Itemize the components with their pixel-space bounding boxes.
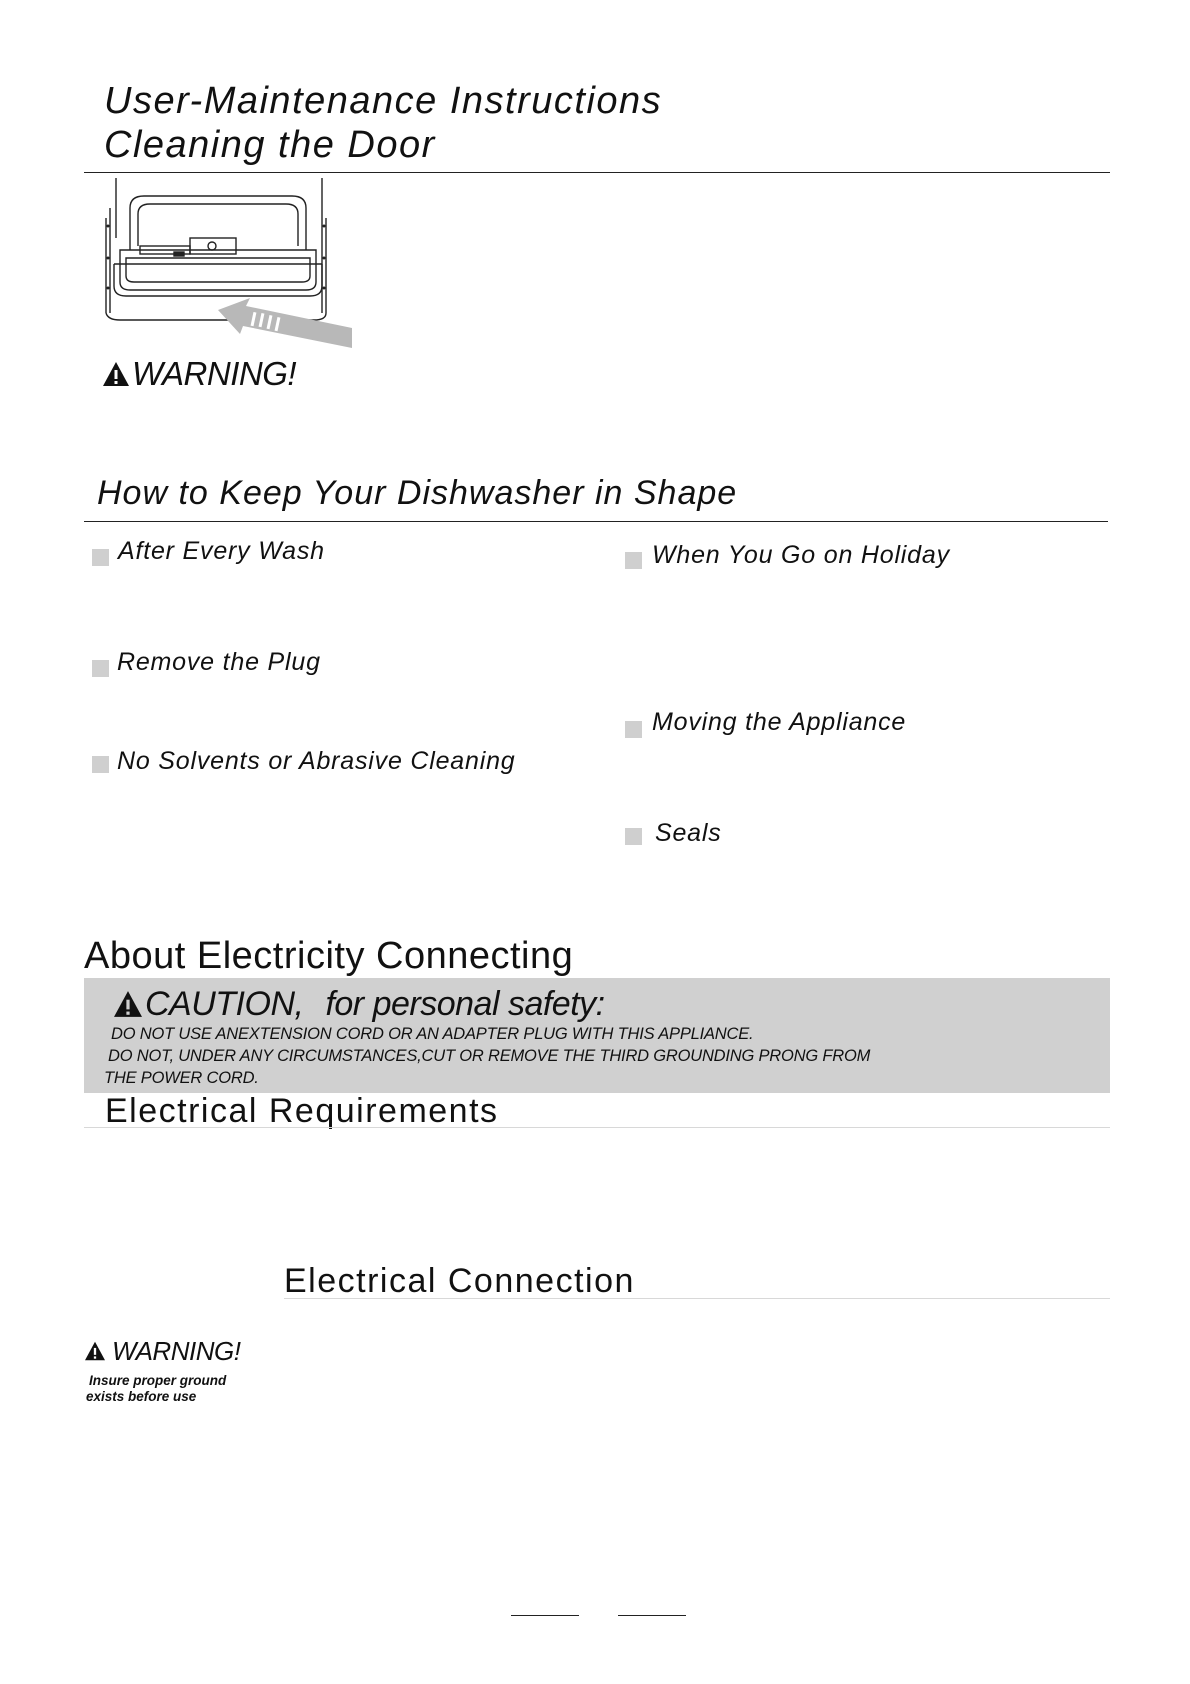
page-title-line2: Cleaning the Door <box>104 124 436 166</box>
door-figure <box>100 178 360 353</box>
requirements-rule <box>84 1127 1110 1128</box>
caution-heading: CAUTION, <box>145 984 304 1023</box>
page-title-line1: User-Maintenance Instructions <box>104 80 663 122</box>
bullet-square <box>625 828 642 845</box>
door-warning <box>102 356 296 392</box>
electrical-connection-title: Electrical Connection <box>284 1262 635 1300</box>
caution-heading-row <box>112 984 605 1024</box>
connection-rule <box>284 1298 1110 1299</box>
door-warning-label: WARNING! <box>132 355 297 392</box>
caution-line: DO NOT USE ANEXTENSION CORD OR AN ADAPTER PLUG WITH THIS APPLIANCE. <box>111 1025 754 1043</box>
item-no-solvents: No Solvents or Abrasive Cleaning <box>117 747 516 775</box>
electrical-requirements-title: Electrical Requirements <box>105 1092 499 1130</box>
warning-triangle-icon <box>112 990 144 1018</box>
caution-line: DO NOT, UNDER ANY CIRCUMSTANCES,CUT OR REMOVE THE THIRD GROUNDING PRONG FROM <box>108 1047 871 1065</box>
warning-note-line: Insure proper ground <box>89 1373 227 1388</box>
bullet-square <box>92 549 109 566</box>
bullet-square <box>92 756 109 773</box>
warning-note-line: exists before use <box>86 1389 197 1404</box>
item-holiday: When You Go on Holiday <box>652 541 950 569</box>
caution-subheading: for personal safety: <box>325 984 605 1023</box>
footer-line-right <box>618 1615 686 1616</box>
shape-section-rule <box>84 521 1108 522</box>
electricity-section-title: About Electricity Connecting <box>84 935 574 977</box>
header-rule <box>84 172 1110 173</box>
warning-triangle-icon <box>102 361 130 387</box>
item-seals: Seals <box>655 819 722 847</box>
bullet-square <box>625 721 642 738</box>
footer-line-left <box>511 1615 579 1616</box>
warning-triangle-icon <box>84 1341 106 1361</box>
connection-warning-label: WARNING! <box>112 1335 241 1366</box>
item-remove-plug: Remove the Plug <box>117 648 321 676</box>
dishwasher-door-arrow-icon <box>100 178 360 353</box>
item-moving-appliance: Moving the Appliance <box>652 708 907 736</box>
connection-warning <box>84 1335 240 1367</box>
caution-box <box>84 978 1110 1093</box>
bullet-square <box>625 552 642 569</box>
bullet-square <box>92 660 109 677</box>
item-after-every-wash: After Every Wash <box>118 537 325 565</box>
shape-section-title: How to Keep Your Dishwasher in Shape <box>97 474 738 512</box>
caution-line: THE POWER CORD. <box>104 1069 259 1087</box>
